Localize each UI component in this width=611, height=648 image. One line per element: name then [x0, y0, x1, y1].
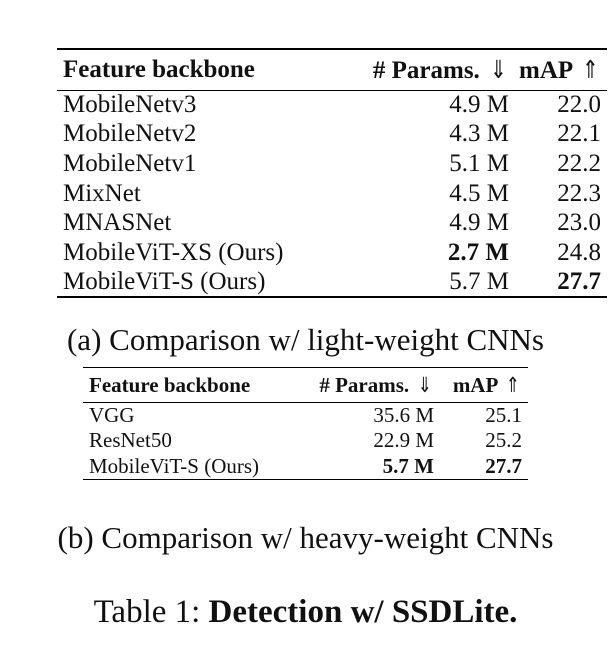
cell-params: 4.5 M — [449, 179, 509, 207]
cell-params: 4.9 M — [449, 209, 509, 237]
table-row — [57, 238, 607, 268]
table-light-weight-cnns — [57, 48, 607, 298]
down-arrow-icon: ⇓ — [490, 54, 507, 84]
subcaption-b: (b) Comparison w/ heavy-weight CNNs — [57, 520, 554, 555]
header-feature-backbone: Feature backbone — [83, 368, 292, 403]
table-row — [83, 403, 528, 429]
cell-map: 23.0 — [557, 209, 601, 237]
cell-map: 24.8 — [557, 238, 601, 266]
cell-backbone: MixNet — [63, 179, 141, 207]
table-caption-label: Table 1: — [93, 594, 209, 630]
table-row — [57, 179, 607, 209]
table-header-row — [83, 368, 528, 403]
cell-params: 5.1 M — [449, 149, 509, 177]
cell-params: 5.7 M — [299, 268, 517, 298]
cell-map: 22.2 — [557, 149, 601, 177]
table-row — [57, 208, 607, 238]
table-row — [57, 268, 607, 298]
cell-params: 4.9 M — [449, 91, 509, 119]
cell-backbone: MobileViT-S (Ours) — [83, 454, 292, 480]
cell-backbone: ResNet50 — [89, 428, 172, 453]
table-caption-title: Detection w/ SSDLite. — [208, 594, 518, 630]
table-body — [57, 90, 607, 297]
table-row — [57, 149, 607, 179]
cell-map: 22.1 — [557, 120, 601, 148]
cell-map: 22.0 — [557, 91, 601, 119]
table-row — [57, 90, 607, 120]
cell-params: 35.6 M — [373, 403, 434, 427]
table-row — [83, 454, 528, 480]
table-body — [83, 403, 528, 480]
cell-backbone: MobileViT-S (Ours) — [57, 268, 299, 298]
cell-map: 27.7 — [440, 454, 528, 480]
subcaption-a: (a) Comparison w/ light-weight CNNs — [66, 322, 544, 357]
cell-backbone: MobileNetv1 — [63, 149, 197, 177]
cell-backbone: MobileNetv3 — [63, 91, 197, 119]
cell-backbone: VGG — [89, 403, 135, 427]
up-arrow-icon: ⇑ — [582, 54, 599, 84]
header-feature-backbone: Feature backbone — [57, 49, 299, 90]
cell-params: 5.7 M — [292, 454, 440, 480]
table-caption — [0, 594, 611, 631]
cell-params: 2.7 M — [447, 238, 509, 266]
cell-backbone: MNASNet — [63, 209, 172, 237]
table-row — [57, 120, 607, 150]
table-heavy-weight-cnns — [83, 367, 528, 480]
cell-map: 22.3 — [557, 179, 601, 207]
cell-map: 25.2 — [485, 428, 522, 453]
up-arrow-icon: ⇑ — [506, 372, 521, 397]
cell-params: 4.3 M — [449, 120, 509, 148]
table-row — [83, 428, 528, 454]
header-params: # Params. ⇓ — [299, 49, 517, 90]
cell-params: 22.9 M — [373, 428, 434, 453]
header-map: mAP ⇑ — [517, 49, 607, 90]
header-params: # Params. ⇓ — [292, 368, 440, 403]
down-arrow-icon: ⇓ — [418, 372, 433, 397]
cell-backbone: MobileNetv2 — [63, 120, 197, 148]
cell-map: 27.7 — [517, 268, 607, 298]
header-map: mAP ⇑ — [440, 368, 528, 403]
cell-map: 25.1 — [485, 403, 522, 427]
table-header-row — [57, 49, 607, 90]
cell-backbone: MobileViT-XS (Ours) — [63, 238, 284, 266]
